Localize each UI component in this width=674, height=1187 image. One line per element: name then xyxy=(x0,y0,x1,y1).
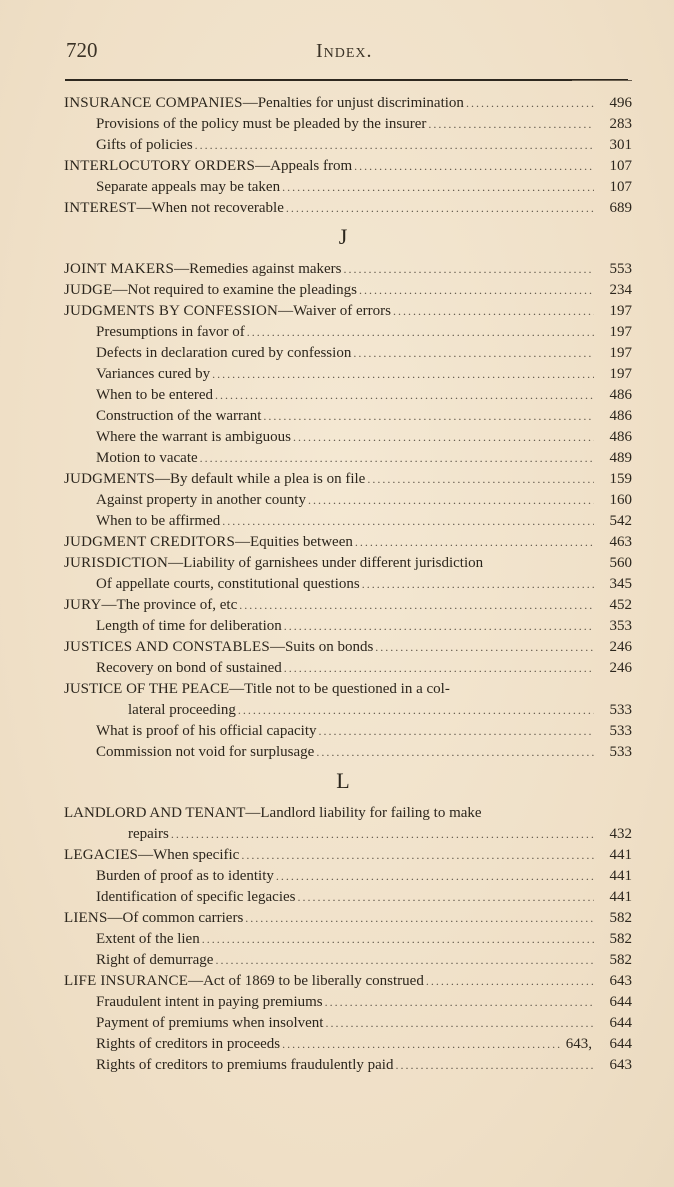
index-subentry xyxy=(64,1013,632,1034)
entry-description: —Act of 1869 to be liberally construed xyxy=(188,973,424,989)
entry-page-ref: 533 xyxy=(609,702,632,718)
entry-page-ref: 246 xyxy=(609,639,632,655)
entry-text xyxy=(96,490,306,511)
entry-page-ref: 644 xyxy=(609,1036,632,1052)
entry-continuation-text: repairs xyxy=(128,826,169,842)
index-entry xyxy=(64,637,632,658)
index-list xyxy=(64,93,632,1076)
index-subentry xyxy=(64,427,632,448)
entry-continuation-text: lateral proceeding xyxy=(128,702,236,718)
entry-description: Rights of creditors in proceeds xyxy=(96,1036,281,1052)
entry-heading: JOINT MAKERS xyxy=(64,261,175,277)
entry-description: Identification of specific legacies xyxy=(96,889,296,905)
dot-leader xyxy=(241,845,594,866)
entry-page-ref: 533 xyxy=(609,723,632,739)
entry-text xyxy=(96,406,261,427)
header-rule xyxy=(65,79,628,81)
dot-leader xyxy=(276,866,594,887)
index-entry xyxy=(64,532,632,553)
dot-leader xyxy=(367,469,594,490)
entry-description: —When specific xyxy=(138,847,240,863)
entry-text xyxy=(96,364,210,385)
dot-leader xyxy=(200,448,594,469)
entry-page-ref: 197 xyxy=(609,324,632,340)
entry-text xyxy=(96,950,213,971)
entry-page-ref: 432 xyxy=(609,826,632,842)
entry-heading: JUDGMENTS xyxy=(64,471,155,487)
dot-leader xyxy=(375,637,594,658)
entry-description: Against property in another county xyxy=(96,492,306,508)
entry-description: —The province of, etc xyxy=(101,597,238,613)
dot-leader xyxy=(393,301,594,322)
index-entry-continuation xyxy=(64,700,632,721)
entry-page-ref: 345 xyxy=(609,576,632,592)
entry-page-ref: 107 xyxy=(609,158,632,174)
entry-description: Extent of the lien xyxy=(96,931,200,947)
entry-page-ref: 496 xyxy=(609,95,632,111)
dot-leader xyxy=(171,824,594,845)
entry-description: Fraudulent intent in paying premiums xyxy=(96,994,323,1010)
entry-page-ref: 246 xyxy=(609,660,632,676)
entry-heading: LEGACIES xyxy=(64,847,139,863)
dot-leader xyxy=(293,427,594,448)
index-subentry xyxy=(64,343,632,364)
entry-page-ref: 197 xyxy=(609,366,632,382)
entry-description: —Equities between xyxy=(234,534,353,550)
dot-leader xyxy=(212,364,594,385)
dot-leader xyxy=(355,532,594,553)
entry-text xyxy=(96,511,220,532)
index-subentry xyxy=(64,887,632,908)
entry-page-ref: 463 xyxy=(609,534,632,550)
entry-description: Presumptions in favor of xyxy=(96,324,245,340)
dot-leader xyxy=(282,1034,562,1055)
entry-description: Defects in declaration cured by confession xyxy=(96,345,352,361)
entry-text xyxy=(96,343,351,364)
index-entry-continuation xyxy=(64,824,632,845)
entry-text xyxy=(64,637,373,658)
entry-text xyxy=(64,280,357,301)
entry-text xyxy=(96,616,282,637)
dot-leader xyxy=(238,700,594,721)
entry-description: —Waiver of errors xyxy=(278,303,391,319)
entry-text xyxy=(64,532,353,553)
entry-description: Recovery on bond of sustained xyxy=(96,660,282,676)
entry-description: Provisions of the policy must be pleaded by the insurer xyxy=(96,116,427,132)
index-subentry xyxy=(64,742,632,763)
entry-description: What is proof of his official capacity xyxy=(96,723,317,739)
entry-page-ref: 441 xyxy=(609,847,632,863)
dot-leader xyxy=(362,574,594,595)
dot-leader xyxy=(316,742,594,763)
entry-page-ref: 197 xyxy=(609,303,632,319)
entry-description: —Landlord liability for failing to make xyxy=(245,805,482,821)
page-header xyxy=(66,38,626,68)
entry-heading: JUDGMENT CREDITORS xyxy=(64,534,235,550)
entry-heading: LANDLORD AND TENANT xyxy=(64,805,246,821)
entry-heading: LIFE INSURANCE xyxy=(64,973,189,989)
entry-page-ref: 582 xyxy=(609,952,632,968)
entry-page-ref: 197 xyxy=(609,345,632,361)
entry-description: Length of time for deliberation xyxy=(96,618,282,634)
index-subentry xyxy=(64,616,632,637)
entry-text xyxy=(64,908,243,929)
entry-description: —Penalties for unjust discrimination xyxy=(242,95,464,111)
index-subentry xyxy=(64,950,632,971)
entry-heading: JUSTICES AND CONSTABLES xyxy=(64,639,270,655)
index-subentry xyxy=(64,866,632,887)
dot-leader xyxy=(318,721,594,742)
entry-text xyxy=(96,1055,393,1076)
entry-description: Payment of premiums when insolvent xyxy=(96,1015,324,1031)
index-entry xyxy=(64,553,632,574)
entry-description: Right of demurrage xyxy=(96,952,214,968)
entry-text xyxy=(96,135,193,156)
entry-heading: INTERLOCUTORY ORDERS xyxy=(64,158,256,174)
entry-description: —Remedies against makers xyxy=(174,261,342,277)
page-number: 720 xyxy=(66,38,98,62)
dot-leader xyxy=(395,1055,594,1076)
index-entry-heading-line xyxy=(64,679,632,700)
entry-page-ref: 689 xyxy=(609,200,632,216)
entry-page-ref: 533 xyxy=(609,744,632,760)
index-subentry xyxy=(64,135,632,156)
entry-text xyxy=(96,448,198,469)
index-subentry xyxy=(64,322,632,343)
dot-leader xyxy=(466,93,594,114)
index-subentry xyxy=(64,992,632,1013)
index-section xyxy=(64,93,632,219)
index-subentry xyxy=(64,385,632,406)
entry-description: —When not recoverable xyxy=(136,200,284,216)
entry-text xyxy=(96,866,274,887)
index-entry xyxy=(64,469,632,490)
entry-text xyxy=(64,845,239,866)
index-subentry xyxy=(64,1055,632,1076)
index-entry xyxy=(64,971,632,992)
entry-description: Separate appeals may be taken xyxy=(96,179,281,195)
index-subentry xyxy=(64,721,632,742)
entry-text xyxy=(64,198,284,219)
entry-text xyxy=(64,595,237,616)
entry-text xyxy=(64,301,391,322)
entry-description: —Liability of garnishees under different jurisdiction xyxy=(168,555,484,571)
dot-leader xyxy=(215,950,594,971)
entry-text xyxy=(96,574,360,595)
entry-description: —Of common carriers xyxy=(107,910,244,926)
entry-text xyxy=(96,114,426,135)
index-subentry xyxy=(64,574,632,595)
dot-leader xyxy=(286,198,594,219)
index-entry xyxy=(64,595,632,616)
index-entry xyxy=(64,93,632,114)
entry-description: Of appellate courts, constitutional questions xyxy=(96,576,360,592)
entry-description: —Title not to be questioned in a col- xyxy=(229,681,450,697)
entry-page-ref-extra: 643, xyxy=(565,1036,592,1052)
entry-text xyxy=(96,887,296,908)
entry-text xyxy=(64,259,342,280)
index-subentry xyxy=(64,114,632,135)
entry-page-ref: 643 xyxy=(609,973,632,989)
entry-description: —Suits on bonds xyxy=(269,639,374,655)
dot-leader xyxy=(245,908,594,929)
dot-leader xyxy=(284,616,594,637)
entry-page-ref: 452 xyxy=(609,597,632,613)
index-entry-heading-line xyxy=(64,803,632,824)
entry-description: Variances cured by xyxy=(96,366,211,382)
index-subentry xyxy=(64,448,632,469)
index-entry xyxy=(64,259,632,280)
index-entry xyxy=(64,280,632,301)
entry-page-ref: 159 xyxy=(609,471,632,487)
entry-text xyxy=(64,971,424,992)
dot-leader xyxy=(325,992,594,1013)
entry-page-ref: 441 xyxy=(609,868,632,884)
dot-leader xyxy=(195,135,594,156)
entry-heading: JUSTICE OF THE PEACE xyxy=(64,681,230,697)
index-entry xyxy=(64,198,632,219)
entry-page-ref: 353 xyxy=(609,618,632,634)
index-entry xyxy=(64,908,632,929)
entry-description: Motion to vacate xyxy=(96,450,198,466)
entry-description: Commission not void for surplusage xyxy=(96,744,315,760)
entry-page-ref: 486 xyxy=(609,408,632,424)
entry-text xyxy=(96,1013,323,1034)
entry-page-ref: 560 xyxy=(609,555,632,571)
section-letter: L xyxy=(336,768,350,793)
entry-text xyxy=(96,929,200,950)
entry-heading: INSURANCE COMPANIES xyxy=(64,95,243,111)
entry-description: —Appeals from xyxy=(255,158,353,174)
entry-page-ref: 486 xyxy=(609,387,632,403)
entry-page-ref: 553 xyxy=(609,261,632,277)
entry-page-ref: 582 xyxy=(609,931,632,947)
entry-text xyxy=(64,156,352,177)
entry-description: Where the warrant is ambiguous xyxy=(96,429,291,445)
entry-text xyxy=(96,322,245,343)
entry-page-ref: 643 xyxy=(609,1057,632,1073)
index-entry xyxy=(64,845,632,866)
entry-page-ref: 107 xyxy=(609,179,632,195)
dot-leader xyxy=(284,658,594,679)
index-subentry xyxy=(64,177,632,198)
entry-text xyxy=(96,427,291,448)
entry-page-ref: 582 xyxy=(609,910,632,926)
dot-leader xyxy=(247,322,594,343)
entry-heading: JURY xyxy=(64,597,102,613)
section-letter: J xyxy=(338,224,348,249)
entry-page-ref: 234 xyxy=(609,282,632,298)
dot-leader xyxy=(344,259,594,280)
entry-text xyxy=(96,385,213,406)
index-subentry xyxy=(64,511,632,532)
entry-page-ref: 644 xyxy=(609,994,632,1010)
entry-text xyxy=(64,469,365,490)
entry-description: Rights of creditors to premiums fraudulently paid xyxy=(96,1057,394,1073)
index-subentry xyxy=(64,929,632,950)
entry-page-ref: 644 xyxy=(609,1015,632,1031)
entry-heading: INTEREST xyxy=(64,200,137,216)
entry-description: When to be entered xyxy=(96,387,214,403)
index-subentry xyxy=(64,490,632,511)
dot-leader xyxy=(325,1013,594,1034)
entry-description: Gifts of policies xyxy=(96,137,193,153)
dot-leader xyxy=(282,177,594,198)
entry-text xyxy=(96,1034,280,1055)
entry-description: Burden of proof as to identity xyxy=(96,868,274,884)
entry-description: When to be affirmed xyxy=(96,513,221,529)
entry-page-ref: 542 xyxy=(609,513,632,529)
dot-leader xyxy=(428,114,594,135)
entry-heading: JUDGE xyxy=(64,282,113,298)
entry-description: —Not required to examine the pleadings xyxy=(112,282,358,298)
dot-leader xyxy=(298,887,595,908)
entry-page-ref: 441 xyxy=(609,889,632,905)
entry-heading: JUDGMENTS BY CONFESSION xyxy=(64,303,279,319)
entry-text xyxy=(96,742,314,763)
entry-text xyxy=(96,177,280,198)
dot-leader xyxy=(239,595,594,616)
index-section xyxy=(64,223,632,763)
entry-text xyxy=(96,992,323,1013)
entry-description: —By default while a plea is on file xyxy=(154,471,366,487)
index-subentry xyxy=(64,1034,632,1055)
entry-heading: JURISDICTION xyxy=(64,555,169,571)
index-entry xyxy=(64,301,632,322)
entry-page-ref: 486 xyxy=(609,429,632,445)
entry-page-ref: 301 xyxy=(609,137,632,153)
entry-description: Construction of the warrant xyxy=(96,408,262,424)
entry-heading: LIENS xyxy=(64,910,108,926)
running-head: Index. xyxy=(316,40,373,62)
entry-text xyxy=(96,658,282,679)
dot-leader xyxy=(354,156,594,177)
entry-text xyxy=(64,553,483,574)
dot-leader xyxy=(426,971,594,992)
index-subentry xyxy=(64,406,632,427)
entry-text xyxy=(96,721,316,742)
index-subentry xyxy=(64,658,632,679)
dot-leader xyxy=(202,929,594,950)
dot-leader xyxy=(359,280,594,301)
index-section xyxy=(64,767,632,1076)
dot-leader xyxy=(215,385,594,406)
entry-page-ref: 160 xyxy=(609,492,632,508)
entry-page-ref: 489 xyxy=(609,450,632,466)
dot-leader xyxy=(353,343,594,364)
entry-text xyxy=(64,93,464,114)
dot-leader xyxy=(222,511,594,532)
index-entry xyxy=(64,156,632,177)
index-subentry xyxy=(64,364,632,385)
dot-leader xyxy=(263,406,594,427)
dot-leader xyxy=(308,490,594,511)
entry-page-ref: 283 xyxy=(609,116,632,132)
